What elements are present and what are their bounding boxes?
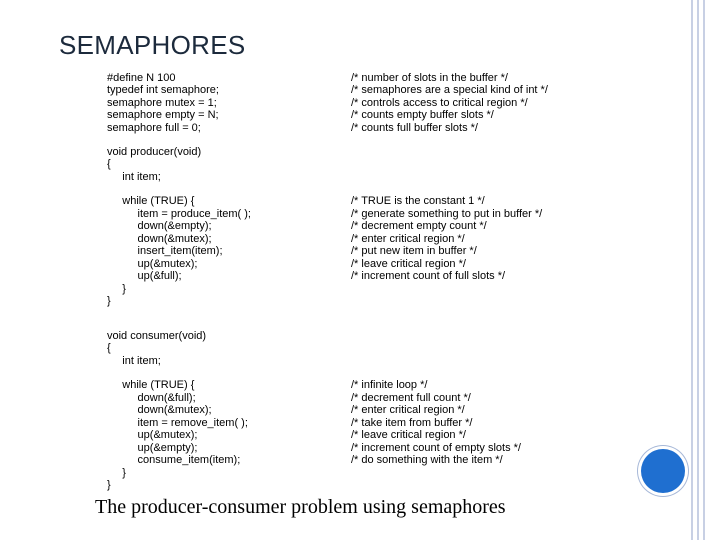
- code-comment: /* counts empty buffer slots */: [351, 109, 494, 121]
- code-line: semaphore empty = N;: [107, 109, 219, 121]
- code-comment: /* number of slots in the buffer */: [351, 72, 508, 84]
- code-line: typedef int semaphore;: [107, 84, 219, 96]
- code-line: down(&full);: [107, 392, 196, 404]
- code-line: }: [107, 295, 111, 307]
- code-line: }: [107, 467, 126, 479]
- code-comment: /* TRUE is the constant 1 */: [351, 195, 485, 207]
- code-comment: /* infinite loop */: [351, 379, 428, 391]
- code-line: item = remove_item( );: [107, 417, 248, 429]
- code-line: }: [107, 283, 126, 295]
- code-line: semaphore mutex = 1;: [107, 97, 217, 109]
- code-comment: /* do something with the item */: [351, 454, 503, 466]
- code-line: #define N 100: [107, 72, 176, 84]
- code-listing: [100, 66, 600, 491]
- code-line: }: [107, 479, 111, 491]
- code-comment: /* increment count of full slots */: [351, 270, 506, 282]
- code-line: down(&empty);: [107, 220, 212, 232]
- code-line: down(&mutex);: [107, 233, 212, 245]
- right-border-rule: [691, 0, 693, 540]
- code-line: insert_item(item);: [107, 245, 223, 257]
- code-comment: /* semaphores are a special kind of int */: [351, 84, 548, 96]
- code-line: item = produce_item( );: [107, 208, 251, 220]
- code-line: while (TRUE) {: [107, 195, 195, 207]
- code-comment: /* put new item in buffer */: [351, 245, 477, 257]
- code-comment: /* enter critical region */: [351, 233, 465, 245]
- code-line: semaphore full = 0;: [107, 122, 201, 134]
- code-line: up(&full);: [107, 270, 182, 282]
- code-comment: /* leave critical region */: [351, 429, 466, 441]
- code-comment: /* controls access to critical region */: [351, 97, 528, 109]
- code-line: up(&empty);: [107, 442, 198, 454]
- code-line: void consumer(void): [107, 330, 207, 342]
- code-line: while (TRUE) {: [107, 379, 195, 391]
- code-line: int item;: [107, 171, 161, 183]
- page-title: SEMAPHORES: [59, 30, 246, 60]
- code-comment: /* increment count of empty slots */: [351, 442, 521, 454]
- code-line: consume_item(item);: [107, 454, 241, 466]
- right-border-rule: [697, 0, 699, 540]
- code-line: up(&mutex);: [107, 258, 198, 270]
- code-comment: /* take item from buffer */: [351, 417, 473, 429]
- code-comment: /* leave critical region */: [351, 258, 466, 270]
- decorative-circle: [641, 449, 685, 493]
- code-comment: /* enter critical region */: [351, 404, 465, 416]
- right-border-rule: [703, 0, 705, 540]
- code-line: {: [107, 342, 111, 354]
- code-comment: /* decrement full count */: [351, 392, 471, 404]
- code-line: up(&mutex);: [107, 429, 198, 441]
- code-comment: /* counts full buffer slots */: [351, 122, 478, 134]
- figure-caption: The producer-consumer problem using semaphores: [95, 496, 506, 518]
- code-comment: /* decrement empty count */: [351, 220, 487, 232]
- code-comment: /* generate something to put in buffer */: [351, 208, 543, 220]
- code-line: {: [107, 158, 111, 170]
- code-line: down(&mutex);: [107, 404, 212, 416]
- code-line: void producer(void): [107, 146, 202, 158]
- code-line: int item;: [107, 355, 161, 367]
